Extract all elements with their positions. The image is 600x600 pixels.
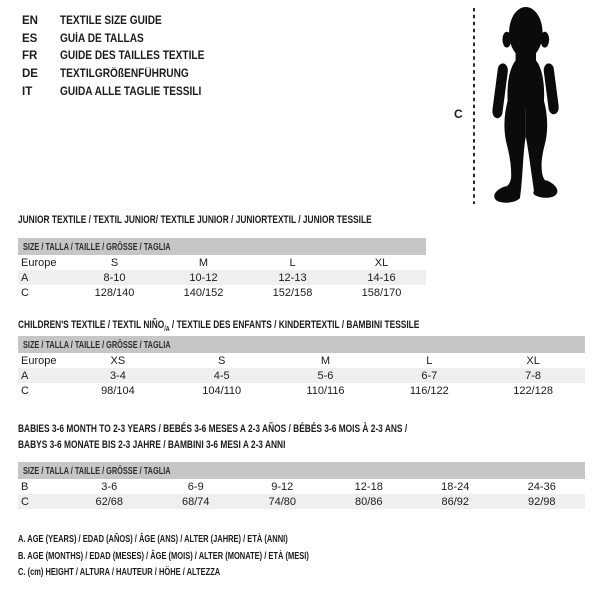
row-label-cell: C	[21, 495, 29, 508]
size-value-cell: 3-6	[101, 480, 118, 493]
size-value-cell: 6-9	[187, 480, 204, 493]
children-size-table	[18, 336, 585, 398]
size-header-bar: SIZE / TALLA / TAILLE / GRÖSSE / TAGLIA	[18, 462, 585, 479]
size-value-cell: 158/170	[361, 286, 402, 299]
size-value-cell: 110/116	[306, 384, 345, 397]
size-value-cell: 68/74	[181, 495, 210, 508]
size-value-cell: 4-5	[213, 369, 230, 382]
size-value-cell: S	[218, 354, 226, 367]
lang-code: ES	[22, 32, 38, 45]
footnote-legend	[18, 532, 406, 582]
lang-label: GUÍA DE TALLAS	[60, 32, 144, 45]
size-value-cell: 140/152	[183, 286, 224, 299]
baby-silhouette	[466, 4, 596, 210]
size-value-cell: 14-16	[367, 271, 396, 284]
lang-row-de	[22, 66, 224, 84]
lang-code: EN	[22, 15, 38, 27]
lang-row-es	[22, 31, 224, 49]
size-value-cell: M	[320, 354, 331, 367]
size-value-cell: 7-8	[525, 369, 542, 382]
size-value-cell: 104/110	[202, 384, 242, 397]
language-list	[22, 13, 224, 102]
row-label-cell: C	[21, 384, 29, 397]
row-label-cell: A	[21, 271, 29, 284]
row-label-cell: B	[21, 480, 29, 493]
nino-a-subscript: /A	[164, 326, 170, 334]
size-header-bar: SIZE / TALLA / TAILLE / GRÖSSE / TAGLIA	[18, 336, 585, 353]
size-value-cell: 12-13	[278, 271, 307, 284]
lang-label: TEXTILE SIZE GUIDE	[60, 15, 162, 27]
row-label-cell: Europe	[21, 256, 57, 269]
size-value-cell: 24-36	[527, 480, 556, 493]
lang-row-en	[22, 13, 224, 31]
footnote-line-c: C. (cm) HEIGHT / ALTURA / HAUTEUR / HÖHE / ALTEZZA	[18, 567, 221, 578]
size-row-europe	[18, 353, 585, 368]
size-value-cell: M	[198, 256, 209, 269]
lang-code: IT	[22, 85, 33, 98]
size-value-cell: 128/140	[94, 286, 135, 299]
row-label-cell: A	[21, 369, 29, 382]
size-value-cell: 74/80	[268, 495, 297, 508]
size-value-cell: 80/86	[354, 495, 383, 508]
babies-size-table	[18, 462, 585, 509]
size-value-cell: 122/128	[513, 384, 553, 397]
size-value-cell: 86/92	[441, 495, 470, 508]
size-row-height	[18, 285, 426, 300]
size-value-cell: 5-6	[317, 369, 334, 382]
size-value-cell: 98/104	[101, 384, 135, 397]
row-label-cell: Europe	[21, 354, 57, 367]
size-value-cell: 12-18	[354, 480, 383, 493]
size-value-cell: 9-12	[271, 480, 294, 493]
size-value-cell: 8-10	[103, 271, 126, 284]
size-value-cell: XL	[526, 354, 540, 367]
measure-label-c: C	[454, 107, 463, 121]
size-header-bar: SIZE / TALLA / TAILLE / GRÖSSE / TAGLIA	[18, 238, 426, 255]
size-value-cell: L	[426, 354, 433, 367]
size-row-age	[18, 368, 585, 383]
lang-label: GUIDE DES TAILLES TEXTILE	[60, 50, 205, 63]
lang-row-it	[22, 84, 224, 102]
junior-section-title: JUNIOR TEXTILE / TEXTIL JUNIOR/ TEXTILE JUNIOR / JUNIORTEXTIL / JUNIOR TESSILE	[18, 214, 372, 226]
size-value-cell: 10-12	[189, 271, 218, 284]
lang-code: FR	[22, 50, 38, 63]
size-value-cell: XS	[110, 354, 126, 367]
size-row-age	[18, 270, 426, 285]
babies-section-title: BABIES 3-6 MONTH TO 2-3 YEARS / BEBÉS 3-6 MESES A 2-3 AÑOS / BÉBÉS 3-6 MOIS À 2-3 ANS / BABYS 3-6 MONATE BIS 2-3 JAHRE / BAMBINI 3-6 MESI A 2-3 ANNI	[18, 423, 408, 451]
size-value-cell: 62/68	[95, 495, 124, 508]
lang-code: DE	[22, 68, 38, 81]
size-value-cell: 6-7	[421, 369, 438, 382]
footnote-line-a: A. AGE (YEARS) / EDAD (AÑOS) / ÂGE (ANS) / ALTER (JAHRE) / ETÀ (ANNI)	[18, 534, 288, 545]
lang-row-fr	[22, 48, 224, 66]
size-value-cell: XL	[374, 256, 389, 269]
lang-label: GUIDA ALLE TAGLIE TESSILI	[60, 85, 202, 98]
size-row-height	[18, 494, 585, 509]
size-value-cell: 3-4	[109, 369, 126, 382]
junior-size-table	[18, 238, 426, 300]
footnote-line-b: B. AGE (MONTHS) / EDAD (MESES) / ÂGE (MOIS) / ALTER (MONATE) / ETÀ (MESI)	[18, 550, 309, 562]
size-value-cell: 92/98	[527, 495, 556, 508]
row-label-cell: C	[21, 286, 29, 299]
size-row-height	[18, 383, 585, 398]
size-value-cell: S	[110, 256, 119, 269]
size-value-cell: 18-24	[441, 480, 470, 493]
size-value-cell: L	[289, 256, 296, 269]
size-row-europe	[18, 255, 426, 270]
size-value-cell: 152/158	[272, 286, 313, 299]
children-section-title: CHILDREN'S TEXTILE / TEXTIL $NIÑO_{/A}$ / TEXTILE DES ENFANTS / KINDERTEXTIL / BAMBINI TESSILE	[18, 319, 420, 334]
size-value-cell: 116/122	[409, 384, 449, 397]
size-row-months	[18, 479, 585, 494]
lang-label: TEXTILGRÖßENFÜHRUNG	[60, 68, 189, 81]
